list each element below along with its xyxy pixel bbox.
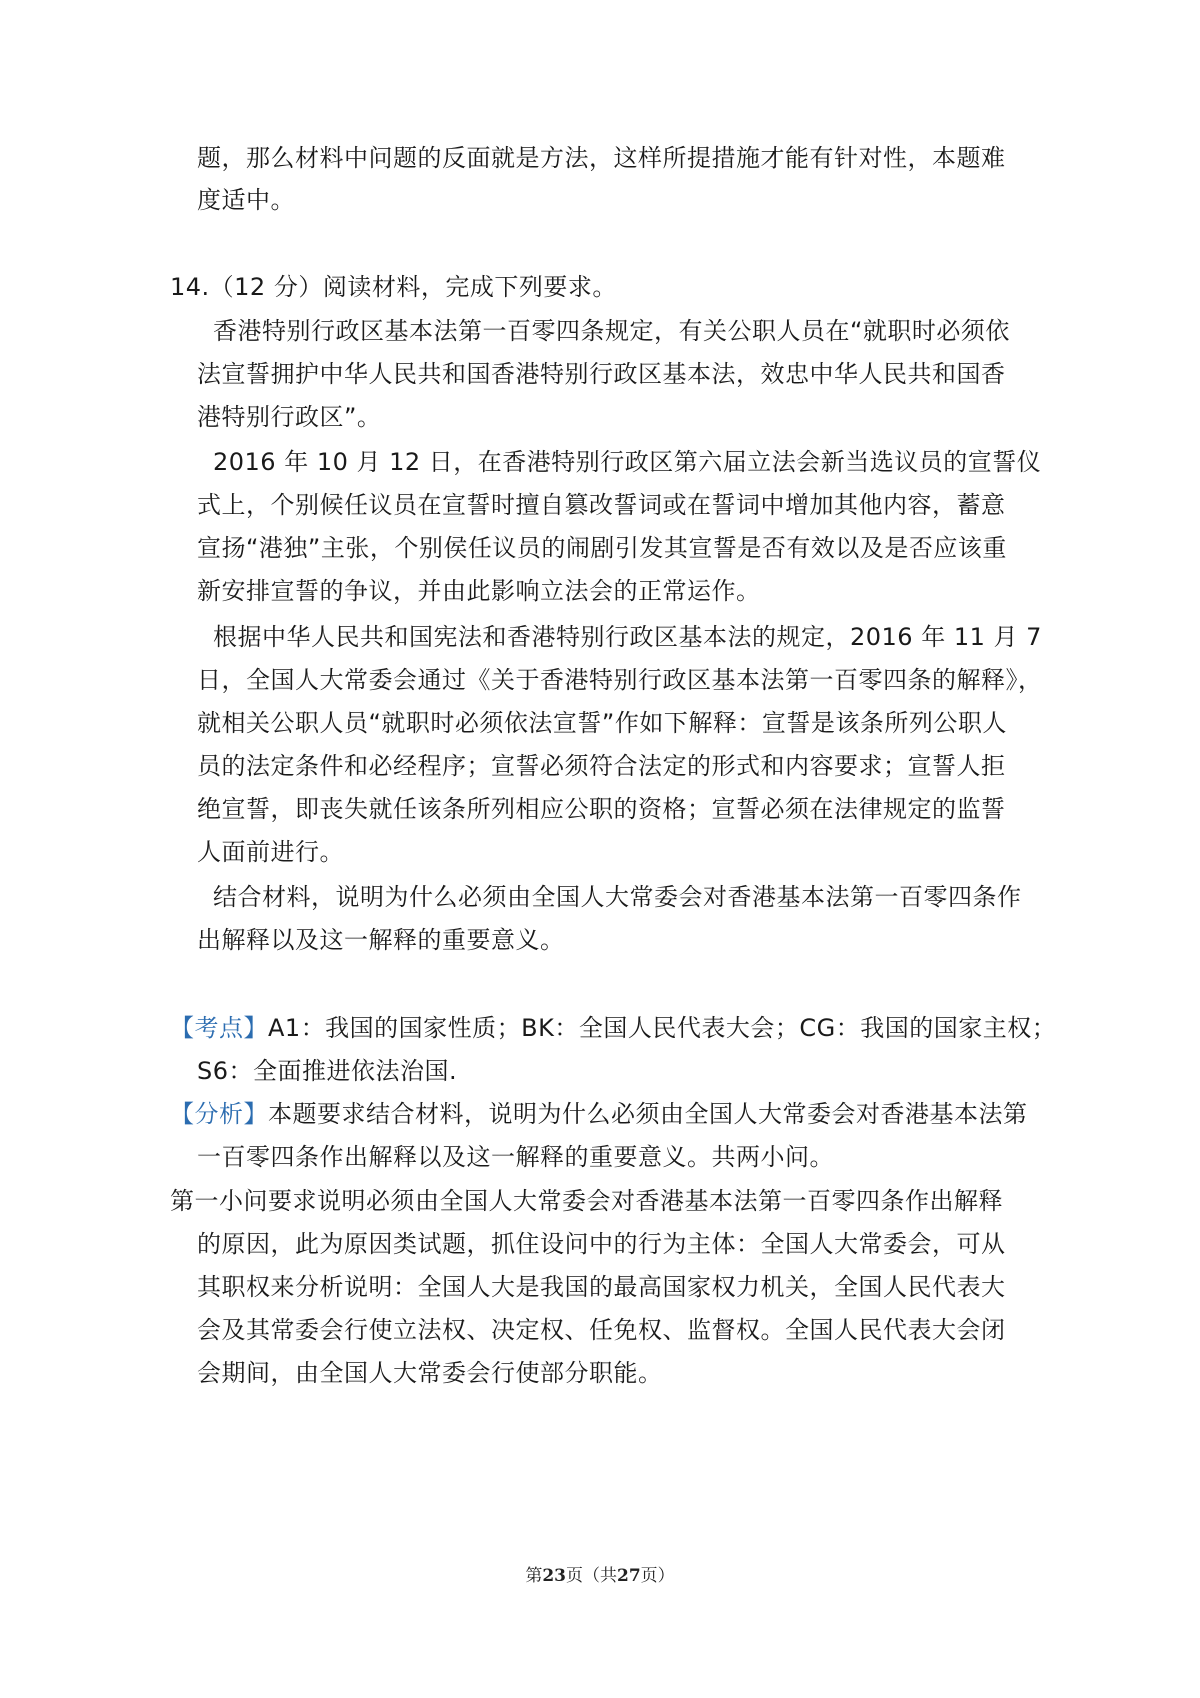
page-footer <box>0 1565 1200 1587</box>
fenxi-line-1 <box>170 1099 1028 1129</box>
footer-page-number: 23 <box>542 1566 566 1586</box>
task-line-2: 出解释以及这一解释的重要意义。 <box>197 926 565 954</box>
material-para2-line-2: 式上，个别候任议员在宣誓时擅自篡改誓词或在誓词中增加其他内容，蓄意 <box>197 491 1006 519</box>
analysis-line-4: 会及其常委会行使立法权、决定权、任免权、监督权。全国人民代表大会闭 <box>197 1316 1006 1344</box>
footer-total-pages: 27 <box>617 1566 641 1586</box>
kaodian-line-2: S6：全面推进依法治国. <box>197 1057 458 1085</box>
question-heading: 14.（12 分）阅读材料，完成下列要求。 <box>170 273 617 301</box>
material-para3-line-6: 人面前进行。 <box>197 838 344 866</box>
task-line-1: 结合材料，说明为什么必须由全国人大常委会对香港基本法第一百零四条作 <box>213 883 1022 911</box>
analysis-line-1: 第一小问要求说明必须由全国人大常委会对香港基本法第一百零四条作出解释 <box>170 1187 1003 1215</box>
fenxi-tag: 【分析】 <box>170 1100 268 1128</box>
footer-suffix: 页） <box>640 1566 675 1586</box>
material-para1-line-1: 香港特别行政区基本法第一百零四条规定，有关公职人员在“就职时必须依 <box>213 317 1010 345</box>
fenxi-text: 本题要求结合材料，说明为什么必须由全国人大常委会对香港基本法第 <box>268 1100 1028 1128</box>
material-para3-line-2: 日，全国人大常委会通过《关于香港特别行政区基本法第一百零四条的解释》， <box>197 666 1043 694</box>
analysis-line-2: 的原因，此为原因类试题，抓住设问中的行为主体：全国人大常委会，可从 <box>197 1230 1006 1258</box>
material-para1-line-2: 法宣誓拥护中华人民共和国香港特别行政区基本法，效忠中华人民共和国香 <box>197 360 1006 388</box>
material-para2-line-1: 2016 年 10 月 12 日，在香港特别行政区第六届立法会新当选议员的宣誓仪 <box>213 448 1042 476</box>
footer-middle: 页（共 <box>566 1566 617 1586</box>
material-para2-line-4: 新安排宣誓的争议，并由此影响立法会的正常运作。 <box>197 577 761 605</box>
material-para1-line-3: 港特别行政区”。 <box>197 403 382 431</box>
material-para3-line-3: 就相关公职人员“就职时必须依法宣誓”作如下解释：宣誓是该条所列公职人 <box>197 709 1007 737</box>
analysis-line-3: 其职权来分析说明：全国人大是我国的最高国家权力机关，全国人民代表大 <box>197 1273 1006 1301</box>
fenxi-line-2: 一百零四条作出解释以及这一解释的重要意义。共两小问。 <box>197 1143 834 1171</box>
material-para2-line-3: 宣扬“港独”主张，个别侯任议员的闹剧引发其宣誓是否有效以及是否应该重 <box>197 534 1007 562</box>
prev-answer-line-2: 度适中。 <box>197 186 295 214</box>
kaodian-line-1 <box>170 1013 1056 1043</box>
kaodian-text: A1：我国的国家性质；BK：全国人民代表大会；CG：我国的国家主权； <box>268 1014 1057 1042</box>
material-para3-line-4: 员的法定条件和必经程序；宣誓必须符合法定的形式和内容要求；宣誓人拒 <box>197 752 1006 780</box>
footer-prefix: 第 <box>525 1566 543 1586</box>
prev-answer-line-1: 题，那么材料中问题的反面就是方法，这样所提措施才能有针对性，本题难 <box>197 144 1006 172</box>
material-para3-line-5: 绝宣誓，即丧失就任该条所列相应公职的资格；宣誓必须在法律规定的监誓 <box>197 795 1006 823</box>
analysis-line-5: 会期间，由全国人大常委会行使部分职能。 <box>197 1359 663 1387</box>
material-para3-line-1: 根据中华人民共和国宪法和香港特别行政区基本法的规定，2016 年 11 月 7 <box>213 623 1042 651</box>
kaodian-tag: 【考点】 <box>170 1014 268 1042</box>
